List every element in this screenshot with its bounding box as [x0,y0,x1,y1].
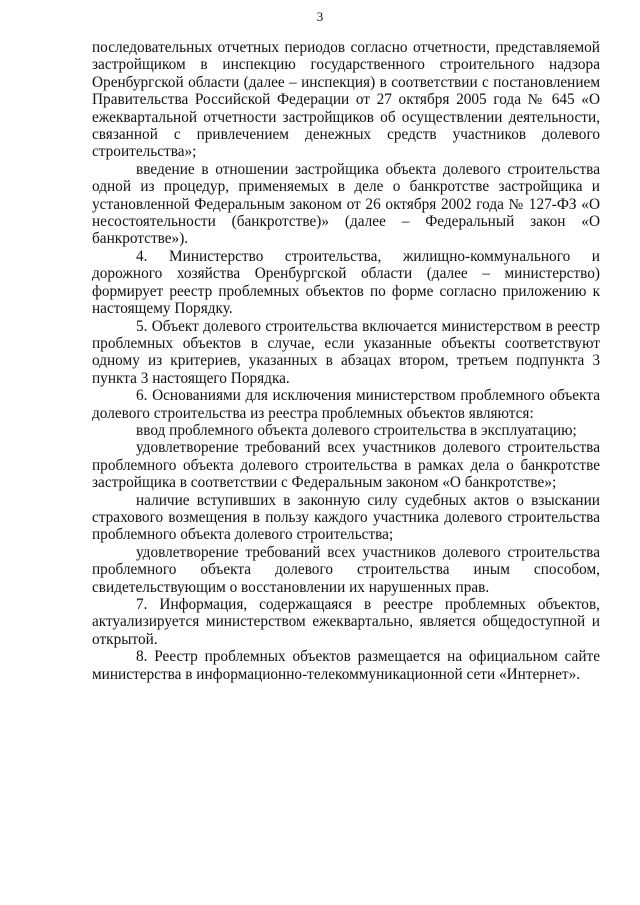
paragraph-item-8: 8. Реестр проблемных объектов размещается на официальном сайте министерства в информационно-телекоммуникационной сети «Интернет». [92,648,600,683]
paragraph-continuation: последовательных отчетных периодов согласно отчетности, представляемой застройщиком в инспекцию государственного строительного надзора Оренбургской области (далее – инспекция) в соответствии с постановлением Правительства Российской Федерации от 27 октября 2005 года № 645 «О ежеквартальной отчетности застройщиков об осуществлении деятельности, связанной с привлечением денежных средств участников долевого строительства»; [92,39,600,161]
paragraph-bankruptcy-procedure: введение в отношении застройщика объекта долевого строительства одной из процедур, применяемых в деле о банкротстве застройщика и установленной Федеральным законом от 26 октября 2002 года № 127-ФЗ «О несостоятельности (банкротстве)» (далее – Федеральный закон «О банкротстве»). [92,160,600,248]
paragraph-bankruptcy-satisfaction: удовлетворение требований всех участников долевого строительства проблемного объекта долевого строительства в рамках дела о банкротстве застройщика в соответствии с Федеральным законом «О банкротстве»; [92,439,600,492]
paragraph-item-6: 6. Основаниями для исключения министерством проблемного объекта долевого строительства из реестра проблемных объектов являются: [92,387,600,422]
paragraph-other-means: удовлетворение требований всех участников долевого строительства проблемного объекта долевого строительства иным способом, свидетельствующим о восстановлении их нарушенных прав. [92,543,600,596]
paragraph-item-7: 7. Информация, содержащаяся в реестре проблемных объектов, актуализируется министерством ежеквартально, является общедоступной и открытой. [92,596,600,648]
page-number: 3 [316,9,324,24]
paragraph-commissioning: ввод проблемного объекта долевого строительства в эксплуатацию; [136,421,577,439]
paragraph-item-4: 4. Министерство строительства, жилищно-коммунального и дорожного хозяйства Оренбургской области (далее – министерство) формирует реестр проблемных объектов по форме согласно приложению к настоящему Порядку. [92,247,600,318]
document-body [92,39,600,683]
paragraph-court-acts: наличие вступивших в законную силу судебных актов о взыскании страхового возмещения в пользу каждого участника долевого строительства проблемного объекта долевого строительства; [92,491,600,544]
paragraph-item-5: 5. Объект долевого строительства включается министерством в реестр проблемных объектов в случае, если указанные объекты соответствуют одному из критериев, указанных в абзацах втором, третьем подпункта 3 пункта 3 настоящего Порядка. [92,317,600,387]
